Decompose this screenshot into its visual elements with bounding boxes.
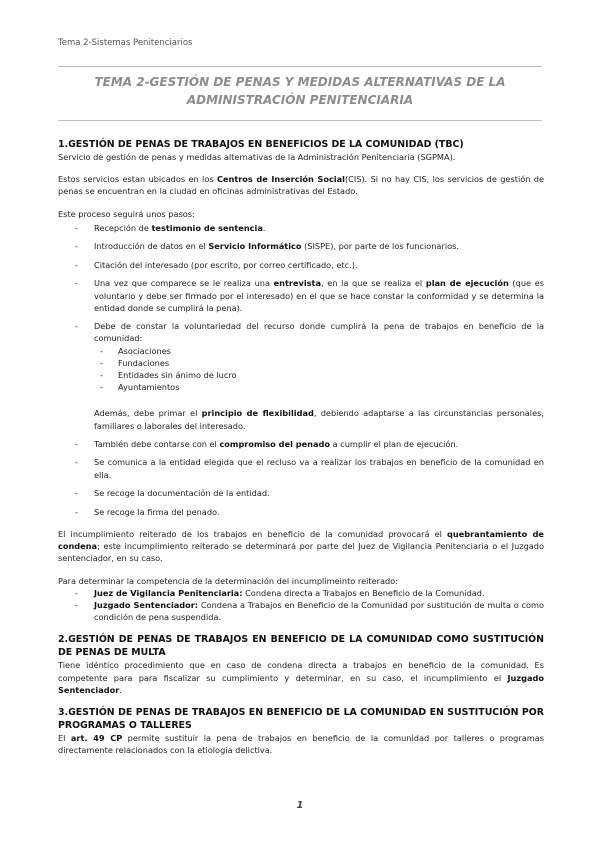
competence-list <box>58 587 544 624</box>
list-item: - Una vez que comparece se le realiza una entrevista, en la que se realiza el plan de ejecución (que es voluntario y debe ser firmado por el interesado) en el que se hace constar la conformidad y se determina la entidad donde se cumplirá la pena). <box>58 277 544 314</box>
list-item: - Fundaciones <box>58 357 544 369</box>
list-item: - Debe de constar la voluntariedad del recurso donde cumplirá la pena de trabajos en beneficio de la comunidad: - Asociaciones - Fundaciones - Entidades sin ánimo de lucro - Ayuntamientos <box>58 320 544 393</box>
title-line-1: TEMA 2-GESTIÓN DE PENAS Y MEDIDAS ALTERNATIVAS DE LA <box>94 75 506 89</box>
competence-intro: Para determinar la competencia de la determinación del incumplimeinto reiterado: <box>58 575 398 586</box>
section-2-heading: 2.GESTIÓN DE PENAS DE TRABAJOS EN BENEFICIO DE LA COMUNIDAD COMO SUSTITUCIÓN DE PENAS DE MULTA <box>58 634 544 659</box>
list-item: - Ayuntamientos <box>58 381 544 393</box>
steps-list <box>58 222 544 394</box>
title-bottom-rule <box>58 120 542 121</box>
list-item: - Asociaciones <box>58 345 544 357</box>
steps-list-continued <box>58 438 544 518</box>
section-1-heading: 1.GESTIÓN DE PENAS DE TRABAJOS EN BENEFICIOS DE LA COMUNIDAD (TBC) <box>58 139 464 150</box>
section-1-intro: Servicio de gestión de penas y medidas alternativas de la Administración Penitenciaria (SGPMA). <box>58 152 456 162</box>
breach-paragraph: El incumplimiento reiterado de los trabajos en beneficio de la comunidad provocará el quebrantamiento de condena; este incumplimiento reiterado se determinará por parte del Juez de Vigilancia Penitenciaria o el Juzgado sentenciador, en su caso. <box>58 529 544 564</box>
section-2-text: Tiene idéntico procedimiento que en caso de condena directa a trabajos en beneficio de la comunidad. Es competente para para fiscalizar su cumplimiento y determinar, en su caso, el incumplimiento el Juzgado Sentenciador. <box>58 660 544 695</box>
cis-paragraph: Estos servicios estan ubicados en los Centros de Inserción Social(CIS). Si no hay CIS, los servicios de gestión de penas se encuentran en la ciudad en oficinas administrativas del Estado. <box>58 174 544 197</box>
flexibility-paragraph: Además, debe primar el principio de flexibilidad, debiendo adaptarse a las circunstancias personales, familiares o laborales del interesado. <box>94 408 544 431</box>
top-rule <box>58 66 542 67</box>
entities-list <box>58 345 544 394</box>
list-item: - Juzgado Sentenciador: Condena a Trabajos en Beneficio de la Comunidad por sustitución de multa o como condición de pena suspendida. <box>58 599 544 623</box>
list-item: - Citación del interesado (por escrito, por correo certificado, etc.). <box>58 259 544 271</box>
list-item: - También debe contarse con el compromiso del penado a cumplir el plan de ejecución. <box>58 438 544 450</box>
document-title <box>58 73 542 109</box>
section-3-heading: 3.GESTIÓN DE PENAS DE TRABAJOS EN BENEFICIO DE LA COMUNIDAD EN SUSTITUCIÓN POR PROGRAMAS O TALLERES <box>58 707 544 732</box>
section-3-text: El art. 49 CP permite sustituir la pena de trabajos en beneficio de la comunidad por talleres o programas directamente relacionados con la etiología delictiva. <box>58 733 544 756</box>
list-item: - Se comunica a la entidad elegida que el recluso va a realizar los trabajos en beneficio de la comunidad en ella. <box>58 456 544 480</box>
list-item: - Se recoge la firma del penado. <box>58 506 544 518</box>
document-body <box>58 138 544 756</box>
list-item: - Entidades sin ánimo de lucro <box>58 369 544 381</box>
list-item: - Recepción de testimonio de sentencia. <box>58 222 544 234</box>
list-item: - Introducción de datos en el Servicio Informático (SISPE), por parte de los funcionarios. <box>58 240 544 252</box>
steps-intro: Este proceso seguirá unos pasos: <box>58 208 195 219</box>
running-header: Tema 2-Sistemas Penitenciarios <box>58 38 193 48</box>
list-item: - Juez de Vigilancia Penitenciaria: Condena directa a Trabajos en Beneficio de la Comunidad. <box>58 587 544 599</box>
title-line-2: ADMINISTRACIÓN PENITENCIARIA <box>186 93 414 107</box>
list-item: - Se recoge la documentación de la entidad. <box>58 487 544 499</box>
page-number: 1 <box>296 800 304 811</box>
